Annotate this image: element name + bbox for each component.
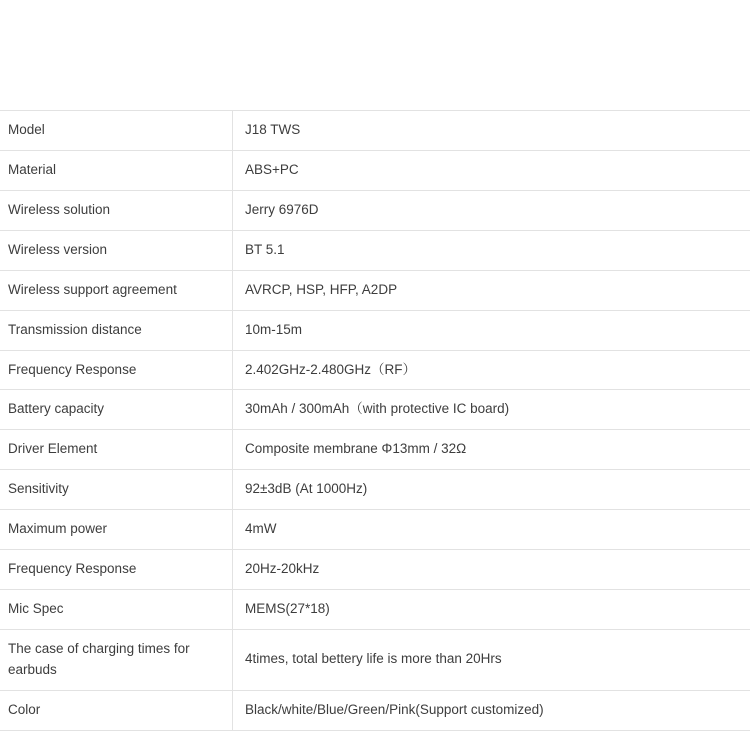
spec-label: Frequency Response: [0, 550, 233, 590]
table-row: [0, 590, 750, 630]
spec-label: Maximum power: [0, 510, 233, 550]
table-row: [0, 350, 750, 390]
table-row: [0, 310, 750, 350]
spec-label: Wireless support agreement: [0, 270, 233, 310]
table-row: [0, 190, 750, 230]
spec-value: Composite membrane Φ13mm / 32Ω: [245, 441, 467, 457]
spec-value: BT 5.1: [245, 241, 285, 257]
spec-value: Jerry 6976D: [245, 201, 319, 217]
spec-value: 30mAh / 300mAh（with protective IC board): [245, 401, 510, 417]
spec-value: 4mW: [245, 521, 277, 537]
spec-label: Sensitivity: [0, 470, 233, 510]
spec-value: MEMS(27*18): [245, 601, 330, 617]
spec-label: Driver Element: [0, 430, 233, 470]
specification-table: [0, 110, 750, 731]
spec-label: Wireless solution: [0, 190, 233, 230]
spec-value: 10m-15m: [245, 321, 303, 337]
spec-label: Transmission distance: [0, 310, 233, 350]
table-row: [0, 230, 750, 270]
spec-value: 4times, total bettery life is more than 20Hrs: [245, 651, 502, 667]
spec-value: ABS+PC: [245, 161, 299, 177]
spec-label: Mic Spec: [0, 590, 233, 630]
table-row: [0, 629, 750, 690]
spec-label: Model: [0, 111, 233, 151]
spec-value: J18 TWS: [245, 122, 301, 137]
spec-value: 2.402GHz-2.480GHz（RF）: [245, 361, 417, 377]
spec-label: Battery capacity: [0, 390, 233, 430]
table-row: [0, 430, 750, 470]
table-row: [0, 470, 750, 510]
spec-label: Wireless version: [0, 230, 233, 270]
table-row: [0, 111, 750, 151]
spec-value: 92±3dB (At 1000Hz): [245, 481, 368, 497]
spec-value: AVRCP, HSP, HFP, A2DP: [245, 281, 398, 297]
table-row: [0, 690, 750, 730]
table-row: [0, 550, 750, 590]
specification-table-body: [0, 111, 750, 731]
spec-label: Material: [0, 150, 233, 190]
spec-value: Black/white/Blue/Green/Pink(Support customized): [245, 701, 544, 717]
table-row: [0, 150, 750, 190]
spec-value: 20Hz-20kHz: [245, 561, 320, 577]
spec-label: Color: [0, 690, 233, 730]
table-row: [0, 270, 750, 310]
spec-label: Frequency Response: [0, 350, 233, 390]
spec-label: The case of charging times for earbuds: [0, 629, 233, 690]
table-row: [0, 510, 750, 550]
table-row: [0, 390, 750, 430]
